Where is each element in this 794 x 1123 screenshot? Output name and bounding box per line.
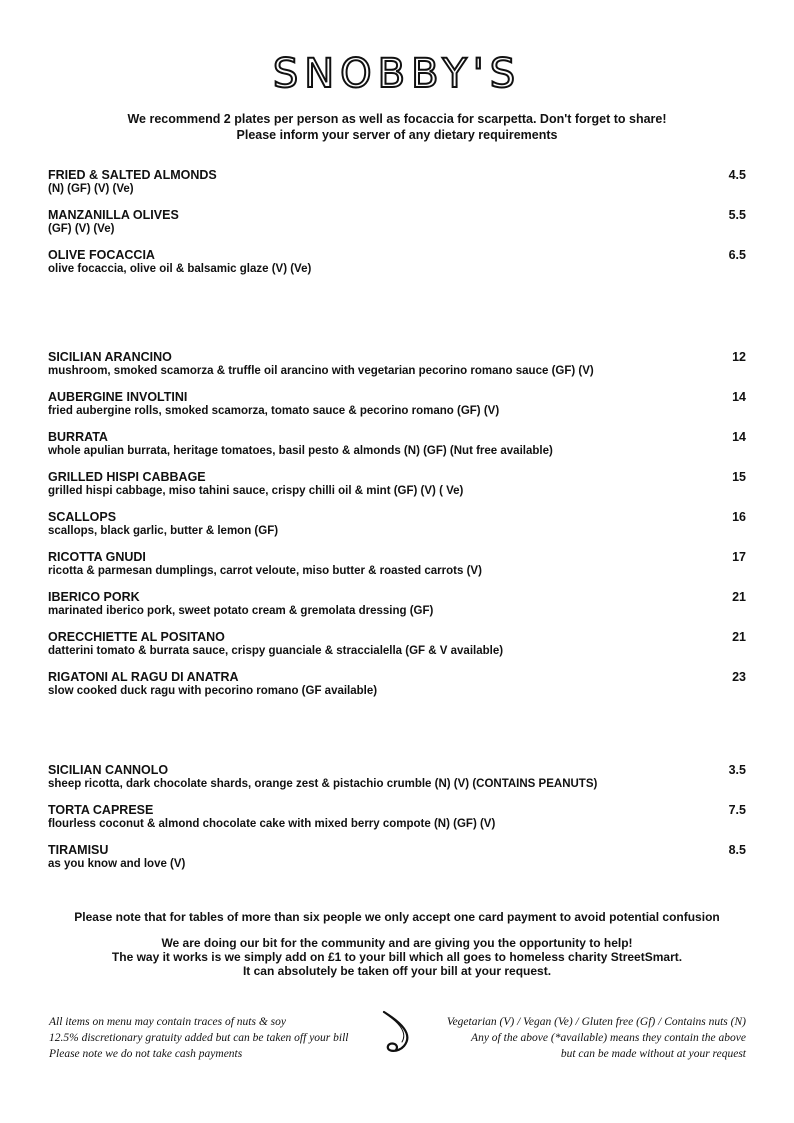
item-name: TORTA CAPRESE [48,803,154,817]
item-price: 14 [732,430,746,444]
item-description: flourless coconut & almond chocolate cake with mixed berry compote (N) (GF) (V) [48,818,496,830]
item-description: sheep ricotta, dark chocolate shards, orange zest & pistachio crumble (N) (V) (CONTAINS PEANUTS) [48,778,598,790]
menu-item [48,430,746,470]
item-name: RICOTTA GNUDI [48,550,146,564]
item-name: AUBERGINE INVOLTINI [48,390,188,404]
menu-section-plates [48,350,746,710]
item-description: marinated iberico pork, sweet potato cream & gremolata dressing (GF) [48,605,434,617]
menu-item [48,670,746,710]
intro-line-1: We recommend 2 plates per person as well as focaccia for scarpetta. Don't forget to share! [127,112,667,126]
menu-item [48,803,746,843]
menu-item [48,390,746,430]
item-price: 14 [732,390,746,404]
item-price: 6.5 [728,248,746,262]
footer-right-line-3: but can be made without at your request [560,1048,746,1060]
charity-line-1: We are doing our bit for the community and are giving you the opportunity to help! [161,936,633,950]
footer-left-line-2: 12.5% discretionary gratuity added but can be taken off your bill [49,1032,349,1044]
menu-item [48,590,746,630]
item-name: GRILLED HISPI CABBAGE [48,470,206,484]
item-price: 15 [732,470,746,484]
swirl-ornament-icon [378,1008,418,1058]
footer-right-line-2: Any of the above (*available) means they contain the above [471,1032,746,1044]
footer-left-notes [49,1014,348,1062]
intro-line-2: Please inform your server of any dietary requirements [236,128,558,142]
item-price: 17 [732,550,746,564]
menu-item [48,248,746,288]
footer-right-line-1: Vegetarian (V) / Vegan (Ve) / Gluten free (Gf) / Contains nuts (N) [446,1016,746,1028]
menu-section-nibbles [48,168,746,288]
item-price: 3.5 [728,763,746,777]
footer-left-line-3: Please note we do not take cash payments [49,1048,243,1060]
menu-item [48,350,746,390]
intro-text [0,111,794,143]
menu-item [48,630,746,670]
menu-item [48,550,746,590]
item-price: 21 [732,590,746,604]
item-description: mushroom, smoked scamorza & truffle oil arancino with vegetarian pecorino romano sauce (GF) (V) [48,365,594,377]
menu-item [48,470,746,510]
item-name: TIRAMISU [48,843,109,857]
item-description: slow cooked duck ragu with pecorino romano (GF available) [48,685,378,697]
brand-name: SNOBBY'S [272,51,522,97]
item-name: SICILIAN ARANCINO [48,350,172,364]
item-name: ORECCHIETTE AL POSITANO [48,630,225,644]
menu-item [48,208,746,248]
item-name: BURRATA [48,430,108,444]
item-name: MANZANILLA OLIVES [48,208,179,222]
item-price: 8.5 [728,843,746,857]
footer-right-notes [447,1014,746,1062]
menu-item [48,763,746,803]
item-price: 23 [732,670,746,684]
item-name: RIGATONI AL RAGU DI ANATRA [48,670,239,684]
item-description: grilled hispi cabbage, miso tahini sauce, crispy chilli oil & mint (GF) (V) ( Ve) [48,485,464,497]
item-price: 16 [732,510,746,524]
footer-left-line-1: All items on menu may contain traces of nuts & soy [49,1016,286,1028]
item-name: SICILIAN CANNOLO [48,763,169,777]
charity-line-3: It can absolutely be taken off your bill at your request. [242,964,552,978]
menu-item [48,843,746,883]
item-description: olive focaccia, olive oil & balsamic glaze (V) (Ve) [48,263,312,275]
item-name: IBERICO PORK [48,590,140,604]
item-description: datterini tomato & burrata sauce, crispy guanciale & straccialella (GF & V available) [48,645,504,657]
item-description: ricotta & parmesan dumplings, carrot veloute, miso butter & roasted carrots (V) [48,565,482,577]
item-description: (N) (GF) (V) (Ve) [48,183,134,195]
item-price: 7.5 [728,803,746,817]
item-price: 21 [732,630,746,644]
menu-item [48,510,746,550]
charity-notice [0,936,794,978]
logo [0,52,794,96]
item-price: 4.5 [728,168,746,182]
item-description: scallops, black garlic, butter & lemon (GF) [48,525,279,537]
item-description: whole apulian burrata, heritage tomatoes, basil pesto & almonds (N) (GF) (Nut free available) [48,445,553,457]
card-payment-notice: Please note that for tables of more than six people we only accept one card payment to avoid potential confusion [74,910,720,924]
charity-line-2: The way it works is we simply add on £1 to your bill which all goes to homeless charity StreetSmart. [111,950,683,964]
item-price: 5.5 [728,208,746,222]
item-description: as you know and love (V) [48,858,186,870]
menu-section-desserts [48,763,746,883]
item-name: OLIVE FOCACCIA [48,248,155,262]
menu-item [48,168,746,208]
item-name: FRIED & SALTED ALMONDS [48,168,217,182]
item-name: SCALLOPS [48,510,117,524]
item-description: (GF) (V) (Ve) [48,223,115,235]
item-price: 12 [732,350,746,364]
item-description: fried aubergine rolls, smoked scamorza, tomato sauce & pecorino romano (GF) (V) [48,405,500,417]
